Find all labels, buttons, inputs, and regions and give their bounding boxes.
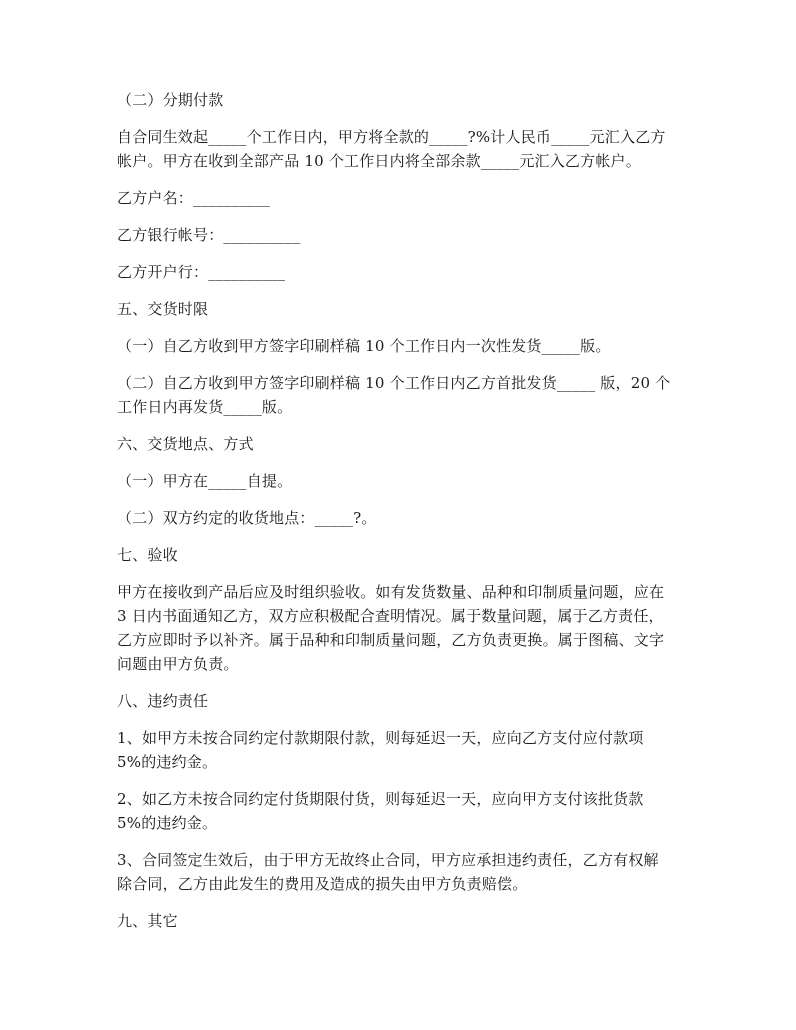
text-line: 九、其它 (117, 912, 178, 930)
text-line: 甲方在接收到产品后应及时组织验收。如有发货数量、品种和印制质量问题，应在 (117, 583, 665, 601)
text-line: 3、合同签定生效后，由于甲方无故终止合同，甲方应承担违约责任，乙方有权解 (117, 851, 659, 869)
text-line: 工作日内再发货_____版。 (117, 398, 293, 416)
text-line: 七、验收 (117, 546, 178, 564)
text-line: 乙方银行帐号：__________ (117, 226, 301, 244)
text-line: （一）甲方在_____自提。 (117, 472, 293, 490)
text-line: 5%的违约金。 (117, 753, 218, 771)
delivery-clause-1 (117, 334, 687, 358)
text-line: 1、如甲方未按合同约定付款期限付款，则每延迟一天，应向乙方支付应付款项 (117, 729, 644, 747)
text-line: 六、交货地点、方式 (117, 435, 254, 453)
text-line: 八、违约责任 (117, 692, 209, 710)
text-line: 帐户。甲方在收到全部产品 10 个工作日内将全部余款_____元汇入乙方帐户。 (117, 152, 641, 170)
text-line: （一）自乙方收到甲方签字印刷样稿 10 个工作日内一次性发货_____版。 (117, 337, 611, 355)
acceptance-clause (117, 580, 687, 676)
text-line: 自合同生效起_____个工作日内，甲方将全款的_____?%计人民币_____元汇入乙方 (117, 128, 666, 146)
text-line: 问题由甲方负责。 (117, 655, 239, 673)
account-name-field (117, 186, 687, 210)
text-line: 乙方开户行：__________ (117, 263, 286, 281)
installment-clause (117, 125, 687, 173)
text-line: 2、如乙方未按合同约定付货期限付货，则每延迟一天，应向甲方支付该批货款 (117, 790, 644, 808)
section-heading-delivery-time (117, 297, 687, 321)
text-line: （二）自乙方收到甲方签字印刷样稿 10 个工作日内乙方首批发货_____ 版，20 个 (117, 374, 671, 392)
breach-clause-1 (117, 726, 687, 774)
section-heading-delivery-place (117, 432, 687, 456)
place-clause-2 (117, 506, 687, 530)
bank-branch-field (117, 260, 687, 284)
bank-account-field (117, 223, 687, 247)
section-heading-acceptance (117, 543, 687, 567)
breach-clause-2 (117, 787, 687, 835)
section-heading-other (117, 909, 687, 933)
section-heading-breach (117, 689, 687, 713)
delivery-clause-2 (117, 371, 687, 419)
text-line: （二）双方约定的收货地点：_____?。 (117, 509, 377, 527)
text-line: 3 日内书面通知乙方，双方应积极配合查明情况。属于数量问题，属于乙方责任， (117, 607, 664, 625)
text-line: 5%的违约金。 (117, 814, 218, 832)
text-line: 乙方应即时予以补齐。属于品种和印制质量问题，乙方负责更换。属于图稿、文字 (117, 631, 665, 649)
text-line: 五、交货时限 (117, 300, 209, 318)
text-line: （二）分期付款 (117, 91, 224, 109)
breach-clause-3 (117, 848, 687, 896)
document-page (117, 88, 687, 946)
section-heading-installment (117, 88, 687, 112)
text-line: 乙方户名：__________ (117, 189, 271, 207)
place-clause-1 (117, 469, 687, 493)
text-line: 除合同，乙方由此发生的费用及造成的损失由甲方负责赔偿。 (117, 875, 528, 893)
